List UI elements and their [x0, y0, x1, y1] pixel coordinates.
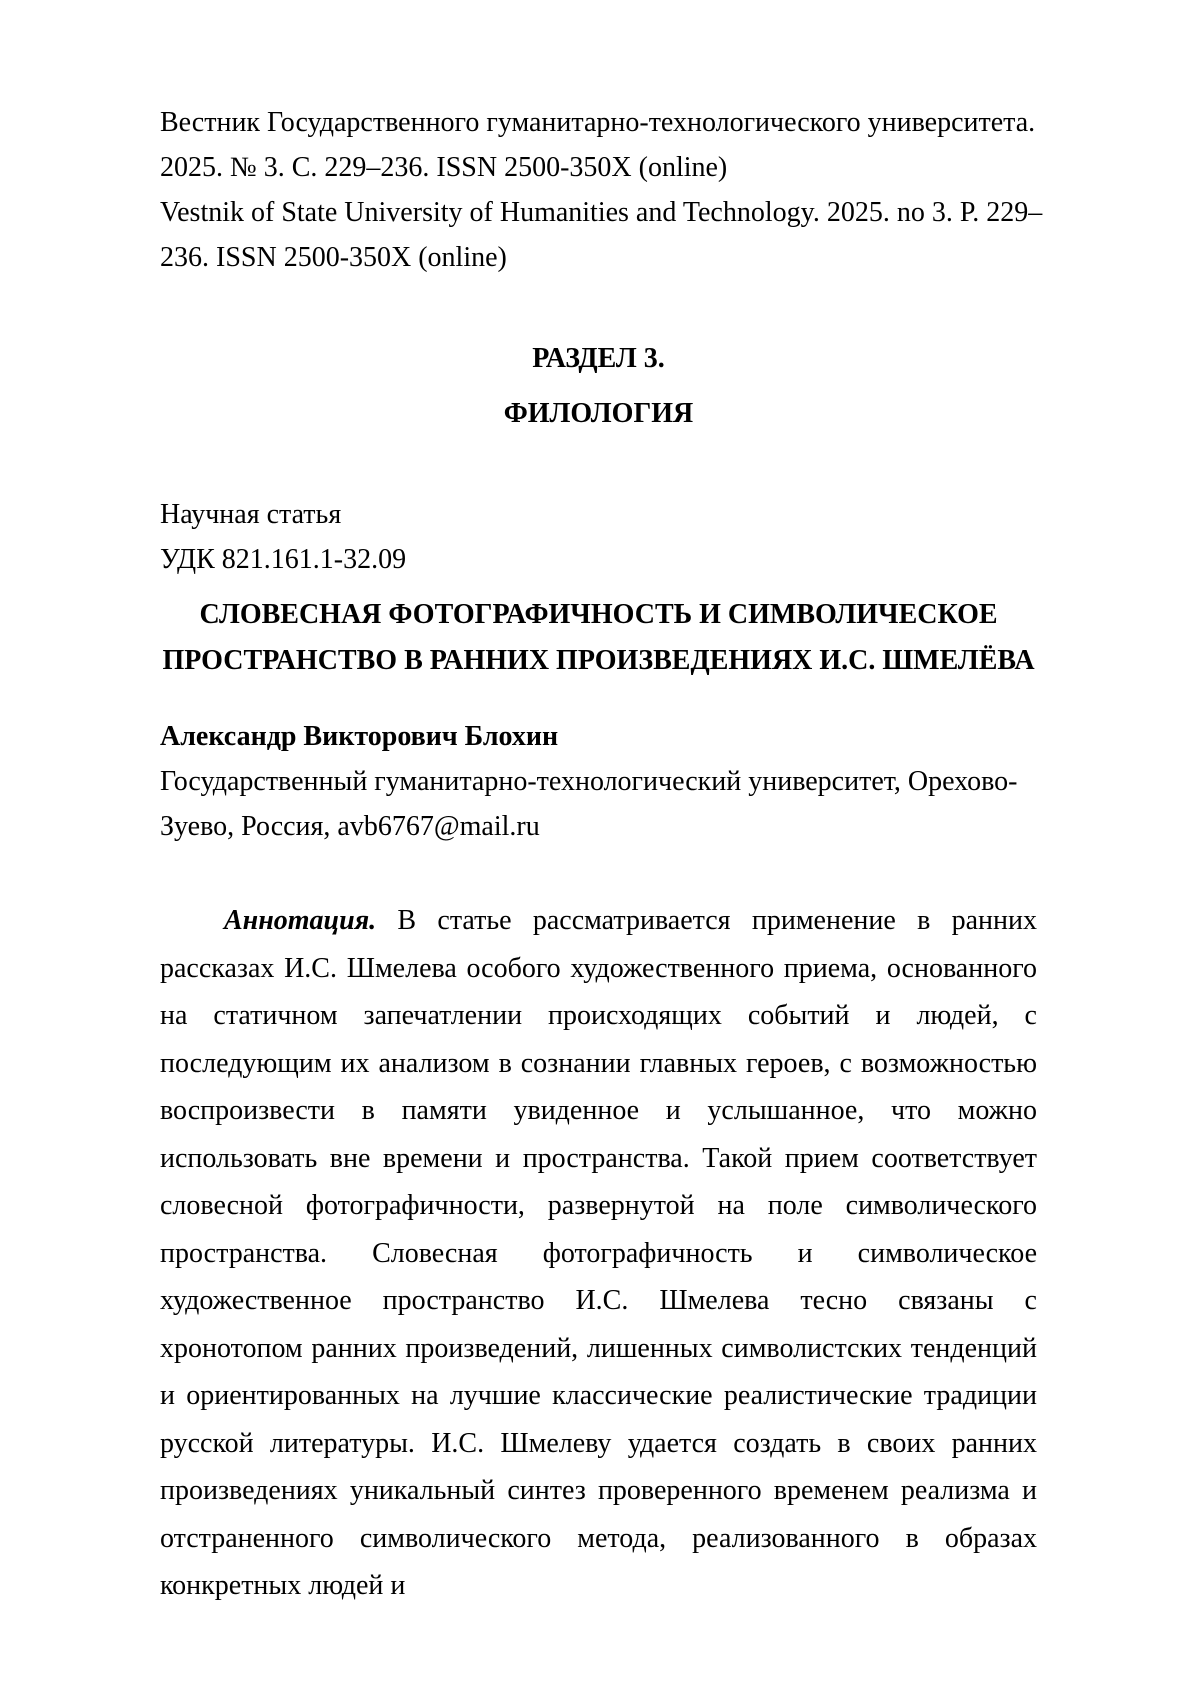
- abstract-text: В статье рассматривается применение в ранних рассказах И.С. Шмелева особого художественного приема, основанного на статичном запечатлении происходящих событий и людей, с последующим их анализом в сознании главных героев, с возможностью воспроизвести в памяти увиденное и услышанное, что можно использовать вне времени и пространства. Такой прием соответствует словесной фотографичности, развернутой на поле символического пространства. Словесная фотографичность и символическое художественное пространство И.С. Шмелева тесно связаны с хронотопом ранних произведений, лишенных символистских тенденций и ориентированных на лучшие классические реалистические традиции русской литературы. И.С. Шмелеву удается создать в своих ранних произведениях уникальный синтез проверенного временем реализма и отстраненного символического метода, реализованного в образах конкретных людей и: [160, 905, 1037, 1601]
- author-name: Александр Викторович Блохин: [160, 721, 559, 752]
- abstract-paragraph: [160, 897, 1037, 1610]
- abstract-label: Аннотация.: [224, 905, 377, 936]
- article-title: СЛОВЕСНАЯ ФОТОГРАФИЧНОСТЬ И СИМВОЛИЧЕСКОЕ ПРОСТРАНСТВО В РАННИХ ПРОИЗВЕДЕНИЯХ И.С. ШМЕЛЁВА: [162, 599, 1035, 676]
- section-name: ФИЛОЛОГИЯ: [503, 398, 694, 429]
- journal-header: [160, 100, 1043, 280]
- author-affiliation: [160, 759, 1037, 849]
- udc-code: УДК 821.161.1-32.09: [160, 544, 407, 575]
- section-number: РАЗДЕЛ 3.: [532, 343, 665, 374]
- journal-ref-ru-line-2: 2025. № 3. С. 229–236. ISSN 2500-350X (online): [160, 152, 728, 183]
- journal-ref-en-line-1: Vestnik of State University of Humanities and Technology. 2025. no 3. P. 229–: [160, 197, 1043, 228]
- affiliation-line-2: Зуево, Россия, avb6767@mail.ru: [160, 811, 540, 842]
- affiliation-line-1: Государственный гуманитарно-технологический университет, Орехово-: [160, 766, 1018, 797]
- section-heading: [160, 336, 1037, 436]
- article-type-label: Научная статья: [160, 499, 342, 530]
- journal-ref-en-line-2: 236. ISSN 2500-350X (online): [160, 242, 507, 273]
- journal-ref-ru-line-1: Вестник Государственного гуманитарно-технологического университета.: [160, 107, 1036, 138]
